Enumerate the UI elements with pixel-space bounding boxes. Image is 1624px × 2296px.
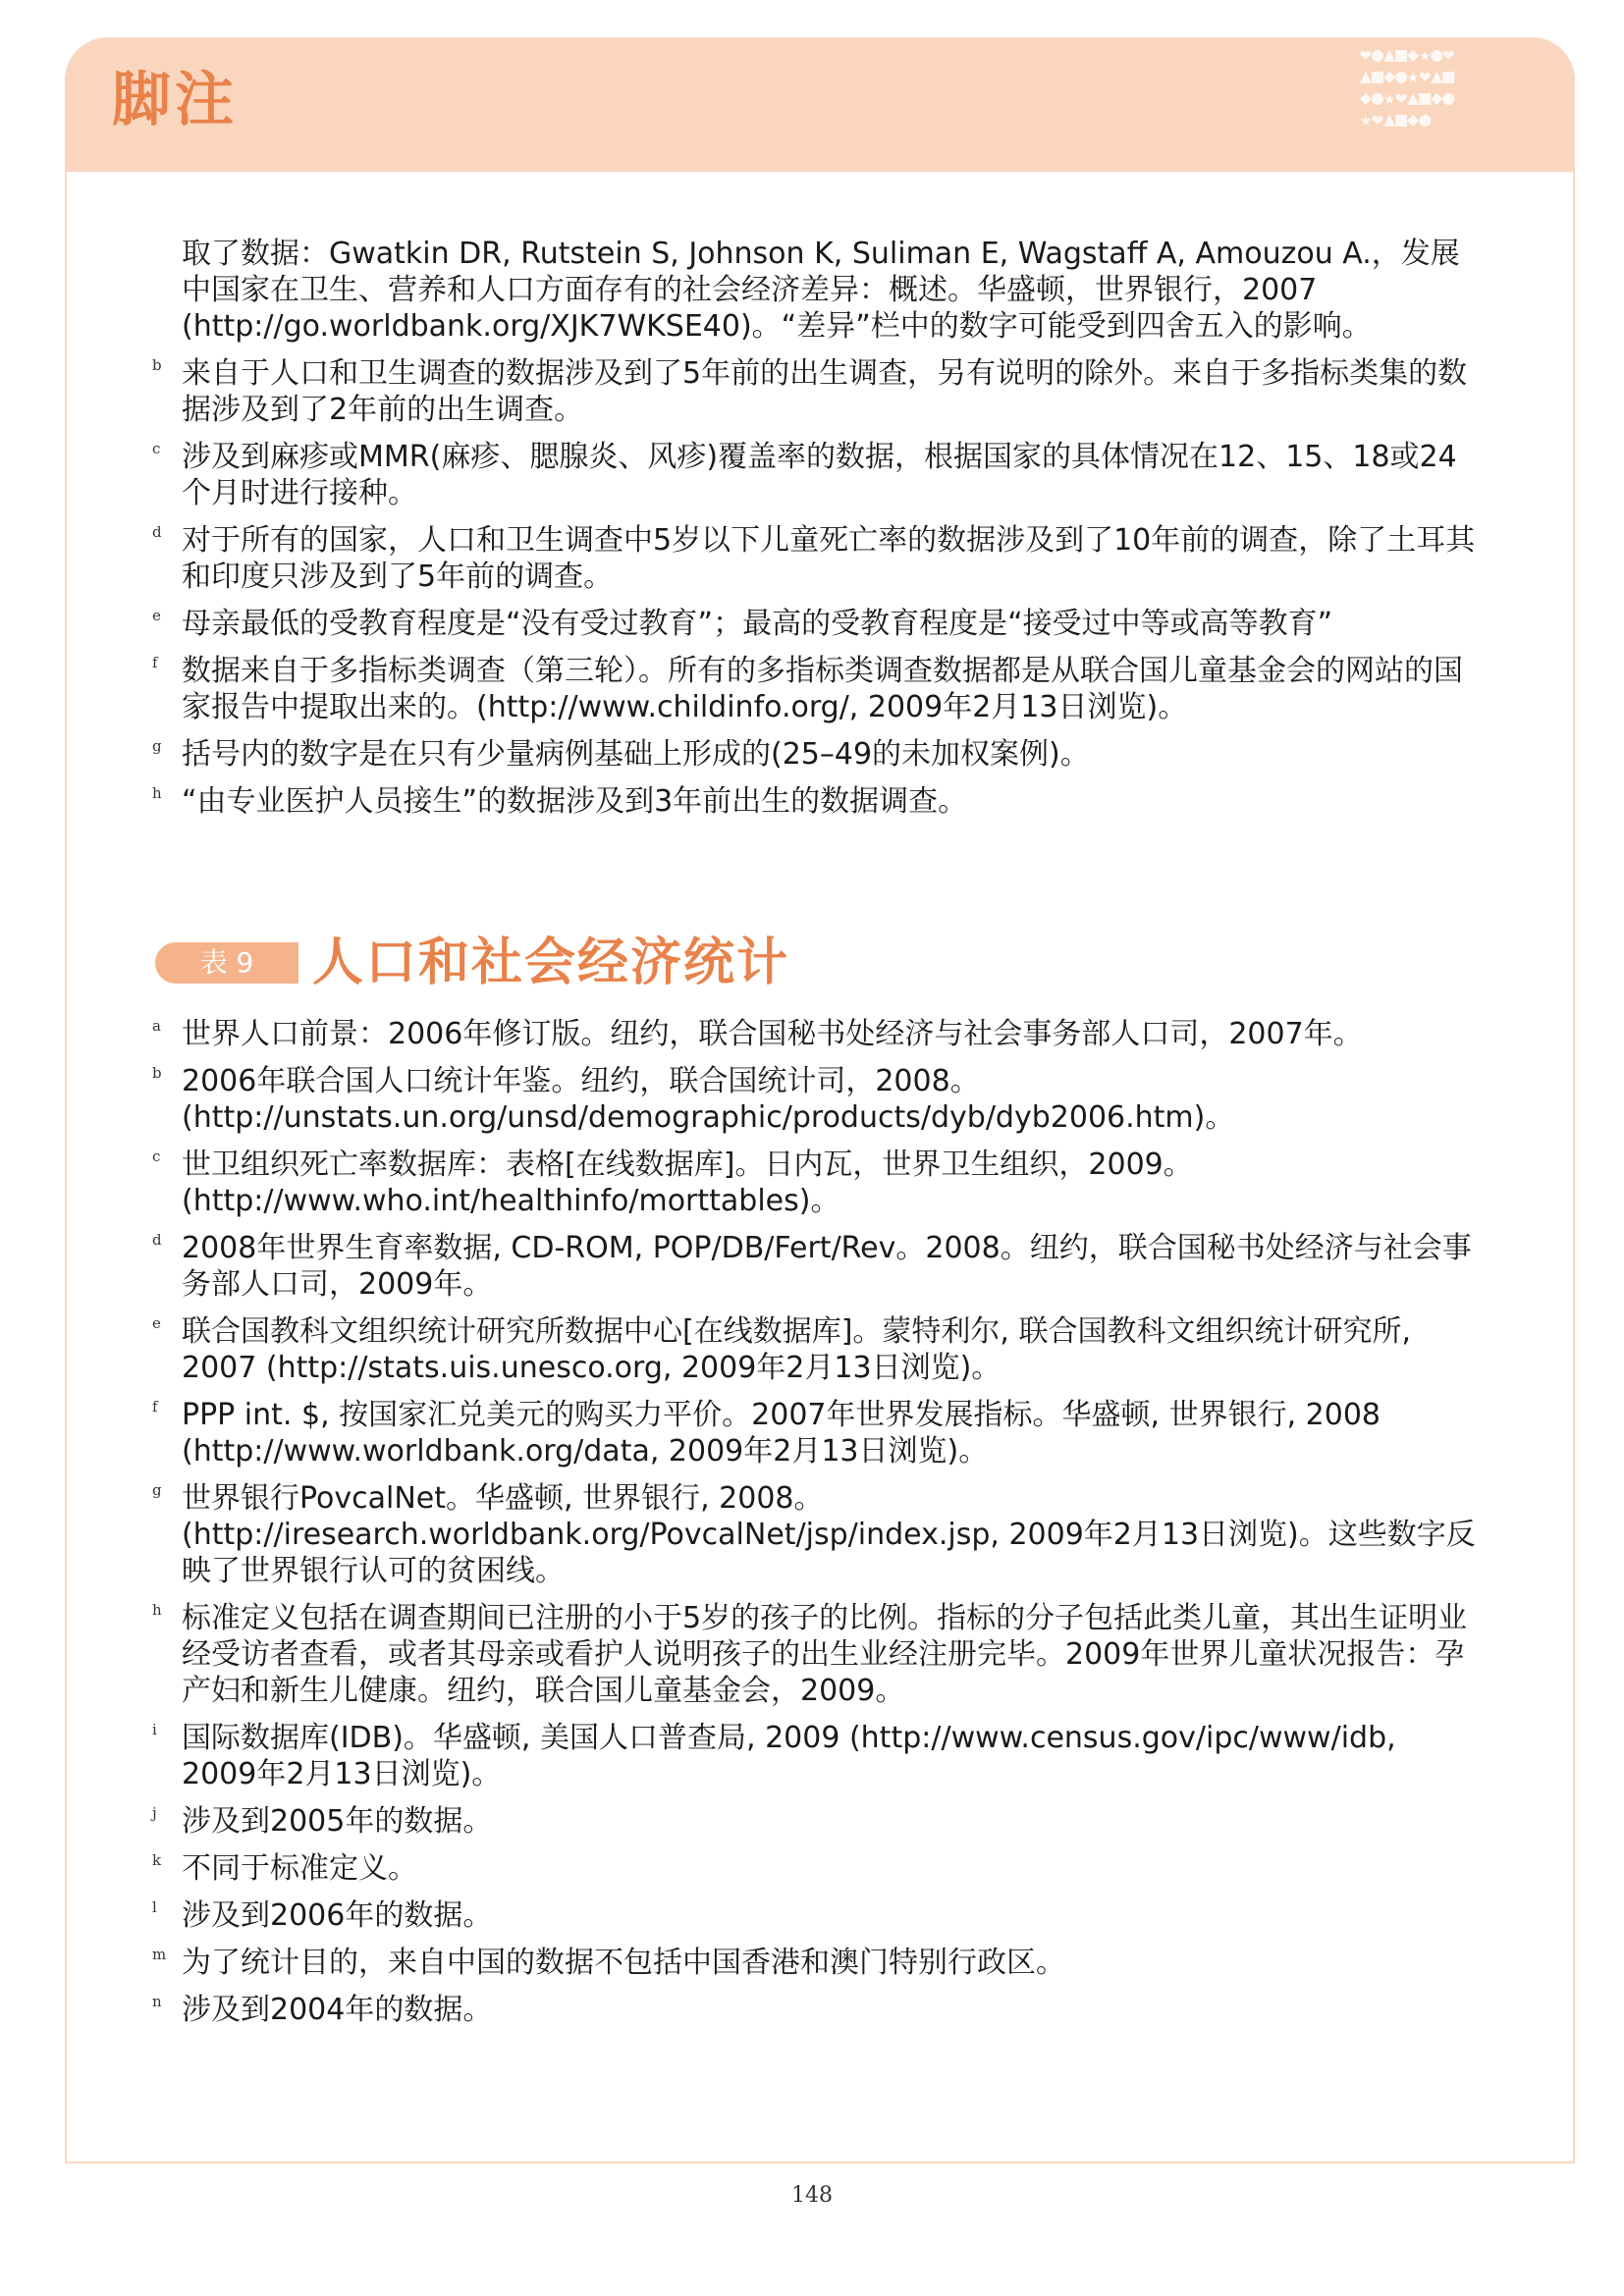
page-number: 148 [791, 2183, 833, 2208]
footnote [152, 653, 1478, 725]
footnote [152, 1397, 1478, 1469]
footnote-text: 标准定义包括在调查期间已注册的小于5岁的孩子的比例。指标的分子包括此类儿童，其出生证明业经受访者查看，或者其母亲或看护人说明孩子的出生业经注册完毕。2009年世界儿童状况报告：孕产妇和新生儿健康。纽约，联合国儿童基金会，2009。 [182, 1601, 1468, 1708]
footnote [152, 1720, 1478, 1792]
footnote [152, 1992, 1478, 2028]
footnote-mark: b [152, 356, 162, 374]
footnote-mark: m [152, 1946, 167, 1963]
footnote-mark: e [152, 1314, 161, 1332]
footnote-mark: a [152, 1017, 161, 1035]
footnote-mark: f [152, 654, 158, 671]
table-number-badge: 表 9 [155, 942, 298, 984]
footnote [152, 606, 1478, 642]
footnote-text: 数据来自于多指标类调查（第三轮）。所有的多指标类调查数据都是从联合国儿童基金会的网站的国家报告中提取出来的。(http://www.childinfo.org/, 2009年2月13日浏览)。 [182, 654, 1463, 724]
footnotes-bottom [152, 1016, 1478, 2039]
footnote-text: 涉及到麻疹或MMR(麻疹、腮腺炎、风疹)覆盖率的数据，根据国家的具体情况在12、15、18或24个月时进行接种。 [182, 440, 1457, 510]
footnote [152, 1600, 1478, 1709]
footnote [152, 1063, 1478, 1136]
footnote-mark: d [152, 523, 162, 541]
footnote-text: 涉及到2006年的数据。 [182, 1898, 493, 1933]
footnote [152, 1147, 1478, 1219]
footnote [152, 1850, 1478, 1887]
footnote-text: 对于所有的国家，人口和卫生调查中5岁以下儿童死亡率的数据涉及到了10年前的调查，除了土耳其和印度只涉及到了5年前的调查。 [182, 523, 1476, 594]
footnote-mark: g [152, 737, 162, 755]
footnote-text: 涉及到2005年的数据。 [182, 1804, 493, 1839]
footnote-mark: k [152, 1851, 162, 1869]
footnote-text: 2008年世界生育率数据, CD-ROM, POP/DB/Fert/Rev。2008。纽约，联合国秘书处经济与社会事务部人口司，2009年。 [182, 1231, 1472, 1302]
footnote-text: 世界银行PovcalNet。华盛顿, 世界银行, 2008。(http://iresearch.worldbank.org/PovcalNet/jsp/index.jsp, 2009年2月13日浏览)。这些数字反映了世界银行认可的贫困线。 [182, 1481, 1476, 1588]
footnote [152, 1230, 1478, 1303]
footnote [152, 522, 1478, 595]
footnote-text: PPP int. $, 按国家汇兑美元的购买力平价。2007年世界发展指标。华盛顿, 世界银行, 2008 (http://www.worldbank.org/data, 2009年2月13日浏览)。 [182, 1398, 1390, 1468]
section-title: 人口和社会经济统计 [312, 934, 790, 992]
footnotes-top [152, 236, 1478, 830]
footnote-text: 来自于人口和卫生调查的数据涉及到了5年前的出生调查，另有说明的除外。来自于多指标类集的数据涉及到了2年前的出生调查。 [182, 356, 1468, 427]
footnote-text: 涉及到2004年的数据。 [182, 1993, 493, 2027]
footnote-text: 世界人口前景：2006年修订版。纽约，联合国秘书处经济与社会事务部人口司，2007年。 [182, 1017, 1363, 1051]
footnote-text: 母亲最低的受教育程度是“没有受过教育”；最高的受教育程度是“接受过中等或高等教育” [182, 607, 1333, 641]
footnote-text: 为了统计目的，来自中国的数据不包括中国香港和澳门特别行政区。 [182, 1946, 1065, 1980]
footnote-mark: i [152, 1721, 157, 1738]
decorative-pattern: ❤●▲■◆★●❤▲■◆●★❤▲■◆●★❤▲■◆●★❤▲■◆● [1360, 43, 1455, 131]
footnote-text: “由专业医护人员接生”的数据涉及到3年前出生的数据调查。 [182, 784, 968, 819]
footnote-mark: b [152, 1064, 162, 1082]
footnote-mark: h [152, 1601, 162, 1619]
footnote-mark: g [152, 1481, 162, 1499]
footnote [152, 736, 1478, 773]
footnote [152, 1945, 1478, 1981]
footnote [152, 355, 1478, 428]
page-title: 脚注 [112, 66, 238, 134]
footnote [152, 1016, 1478, 1052]
footnote-mark: d [152, 1231, 162, 1249]
footnote [152, 236, 1478, 345]
footnote-text: 世卫组织死亡率数据库：表格[在线数据库]。日内瓦，世界卫生组织，2009。 (http://www.who.int/healthinfo/morttables)。 [182, 1148, 1193, 1218]
footnote [152, 1480, 1478, 1589]
footnote-text: 国际数据库(IDB)。华盛顿, 美国人口普查局, 2009 (http://www.census.gov/ipc/www/idb, 2009年2月13日浏览)。 [182, 1721, 1406, 1791]
footnote [152, 1313, 1478, 1386]
footnote-text: 2006年联合国人口统计年鉴。纽约，联合国统计司，2008。 (http://unstats.un.org/unsd/demographic/products/dyb/dyb2006.htm)。 [182, 1064, 1235, 1135]
footnote [152, 1897, 1478, 1934]
footnote [152, 783, 1478, 820]
footnote-mark: c [152, 1148, 161, 1165]
footnote-text: 括号内的数字是在只有少量病例基础上形成的(25–49的未加权案例)。 [182, 737, 1090, 772]
footnote-mark: f [152, 1398, 158, 1415]
footnote-mark: l [152, 1898, 157, 1916]
footnote-mark: h [152, 784, 162, 802]
footnote-text: 取了数据：Gwatkin DR, Rutstein S, Johnson K, Suliman E, Wagstaff A, Amouzou A.，发展中国家在卫生、营养和人口方面存有的社会经济差异：概述。华盛顿，世界银行，2007 (http://go.worldbank.org/XJK7WKSE40)。“差异”栏中的数字可能受到四舍五入的影响。 [182, 237, 1460, 344]
footnote-text: 不同于标准定义。 [182, 1851, 417, 1886]
footnote [152, 1803, 1478, 1840]
footnote [152, 439, 1478, 511]
footnote-text: 联合国教科文组织统计研究所数据中心[在线数据库]。蒙特利尔, 联合国教科文组织统计研究所, 2007 (http://stats.uis.unesco.org, 2009年2月13日浏览)。 [182, 1314, 1421, 1385]
footnote-mark: n [152, 1993, 162, 2010]
footnote-mark: j [152, 1804, 157, 1822]
footnote-mark: e [152, 607, 161, 624]
footnote-mark: c [152, 440, 161, 457]
